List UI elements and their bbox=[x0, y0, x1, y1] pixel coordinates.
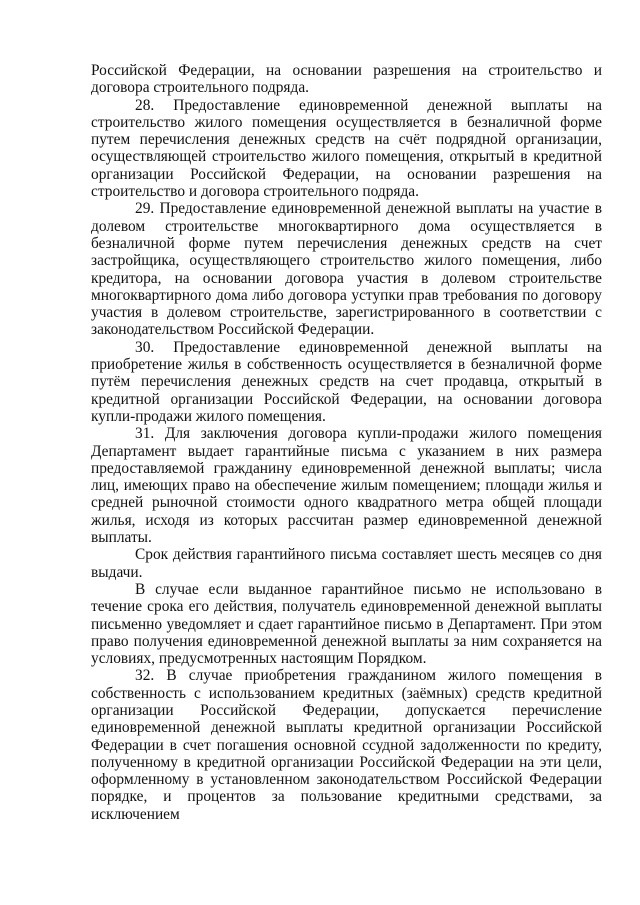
paragraph-continuation: Российской Федерации, на основании разрешения на строительство и договора строительного подряда. bbox=[91, 62, 602, 97]
paragraph-31: 31. Для заключения договора купли-продажи жилого помещения Департамент выдает гарантийные письма с указанием в них размера предоставляемой гражданину единовременной денежной выплаты; числа лиц, имеющих право на обеспечение жилым помещением; площади жилья и средней рыночной стоимости одного квадратного метра общей площади жилья, исходя из которых рассчитан размер единовременной денежной выплаты. bbox=[91, 425, 602, 547]
paragraph-29: 29. Предоставление единовременной денежной выплаты на участие в долевом строительстве многоквартирного дома осуществляется в безналичной форме путем перечисления денежных средств на счет застройщика, осуществляющего строительство жилого помещения, либо кредитора, на основании договора участия в долевом строительстве многоквартирного дома либо договора уступки прав требования по договору участия в долевом строительстве, зарегистрированного в соответствии с законодательством Российской Федерации. bbox=[91, 200, 602, 339]
paragraph-32: 32. В случае приобретения гражданином жилого помещения в собственность с использованием кредитных (заёмных) средств кредитной организации Российской Федерации, допускается перечисление единовременной денежной выплаты кредитной организации Российской Федерации в счет погашения основной ссудной задолженности по кредиту, полученному в кредитной организации Российской Федерации на эти цели, оформленному в установленном законодательством Российской Федерации порядке, и процентов за пользование кредитными средствами, за исключением bbox=[91, 667, 602, 823]
paragraph-guarantee-term: Срок действия гарантийного письма составляет шесть месяцев со дня выдачи. bbox=[91, 546, 602, 581]
paragraph-guarantee-unused: В случае если выданное гарантийное письмо не использовано в течение срока его действия, получатель единовременной денежной выплаты письменно уведомляет и сдает гарантийное письмо в Департамент. При этом право получения единовременной денежной выплаты за ним сохраняется на условиях, предусмотренных настоящим Порядком. bbox=[91, 580, 602, 668]
paragraph-28: 28. Предоставление единовременной денежной выплаты на строительство жилого помещения осуществляется в безналичной форме путем перечисления денежных средств на счёт подрядной организации, осуществляющей строительство жилого помещения, открытый в кредитной организации Российской Федерации, на основании разрешения на строительство и договора строительного подряда. bbox=[91, 96, 602, 201]
paragraph-30: 30. Предоставление единовременной денежной выплаты на приобретение жилья в собственность осуществляется в безналичной форме путём перечисления денежных средств на счет продавца, открытый в кредитной организации Российской Федерации, на основании договора купли-продажи жилого помещения. bbox=[91, 338, 602, 425]
document-page bbox=[91, 62, 602, 823]
